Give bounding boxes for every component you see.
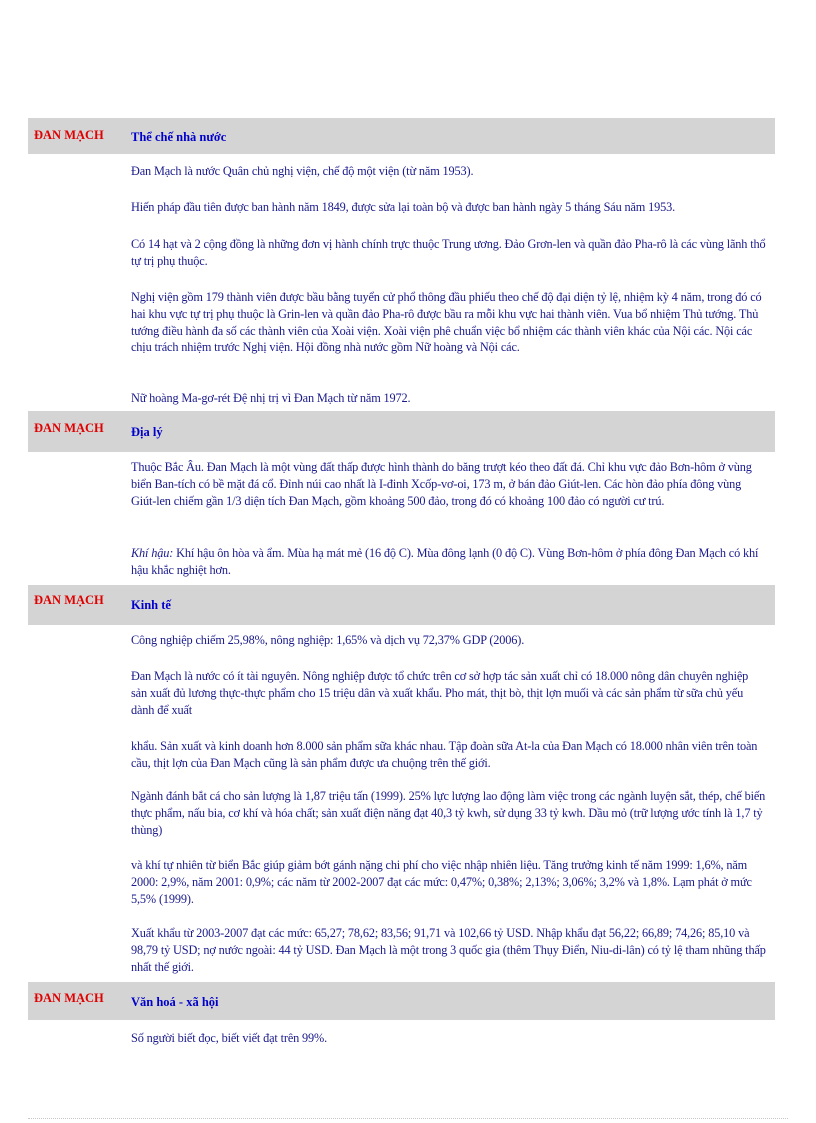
paragraph: Nghị viện gồm 179 thành viên được bầu bằng tuyển cử phổ thông đầu phiếu theo chế độ đại diện tỷ lệ, nhiệm kỳ 4 năm, trong đó có hai khu vực tự trị phụ thuộc là Grin-len và quần đảo Pha-rô được bầu ra mỗi khu vực hai thành viên. Vua bổ nhiệm Thủ tướng. Thủ tướng điều hành đa số các thành viên của Xoài viện. Xoài viện phê chuẩn việc bổ nhiệm các thành viên khác của Nội các. Nội các chịu trách nhiệm trước Nghị viện. Hội đồng nhà nước gồm Nữ hoàng và Nội các. xyxy=(131,290,762,355)
country-label: ĐAN MẠCH xyxy=(34,991,104,1005)
page-bottom-rule xyxy=(28,1118,788,1119)
paragraph: Đan Mạch là nước có ít tài nguyên. Nông nghiệp được tổ chức trên cơ sở hợp tác sản xuất chỉ có 18.000 nông dân chuyên nghiệp sản xuất đủ lương thực-thực phẩm cho 15 triệu dân và xuất khẩu. Pho mát, thịt bò, thịt lợn muối và các sản phẩm từ sữa chủ yếu dành để xuất xyxy=(131,669,749,717)
paragraph: Hiến pháp đầu tiên được ban hành năm 1849, được sửa lại toàn bộ và được ban hành ngày 5 tháng Sáu năm 1953. xyxy=(131,200,676,214)
country-label: ĐAN MẠCH xyxy=(34,421,104,435)
country-label: ĐAN MẠCH xyxy=(34,128,104,142)
section-heading-geography: Địa lý xyxy=(131,425,163,439)
section-heading-government: Thể chế nhà nước xyxy=(131,130,227,144)
paragraph: Số người biết đọc, biết viết đạt trên 99%. xyxy=(131,1031,328,1045)
section-heading-economy: Kinh tế xyxy=(131,598,171,612)
paragraph: Thuộc Bắc Âu. Đan Mạch là một vùng đất thấp được hình thành do băng trượt kéo theo đất đá. Chỉ khu vực đảo Bơn-hôm ở vùng biển Ban-tích có bề mặt đá cổ. Đỉnh núi cao nhất là I-đinh Xcốp-vơ-oi, 173 m, ở bán đảo Giút-len. Các hòn đảo phía đông vùng Giút-len chiếm gần 1/3 diện tích Đan Mạch, gồm khoảng 500 đảo, trong đó có khoảng 100 đảo có người cư trú. xyxy=(131,460,752,508)
country-label: ĐAN MẠCH xyxy=(34,593,104,607)
climate-label: Khí hậu: xyxy=(131,546,174,560)
paragraph: khẩu. Sản xuất và kinh doanh hơn 8.000 sản phẩm sữa khác nhau. Tập đoàn sữa At-la của Đan Mạch có 18.000 nhân viên trên toàn cầu, thịt lợn của Đan Mạch cũng là sản phẩm được ưa chuộng trên thế giới. xyxy=(131,739,758,770)
paragraph: Xuất khẩu từ 2003-2007 đạt các mức: 65,27; 78,62; 83,56; 91,71 và 102,66 tỷ USD. Nhập khẩu đạt 56,22; 66,89; 74,26; 85,10 và 98,79 tỷ USD; nợ nước ngoài: 44 tỷ USD. Đan Mạch là một trong 3 quốc gia (thêm Thụy Điển, Niu-di-lân) có tỷ lệ tham nhũng thấp nhất thế giới. xyxy=(131,926,766,974)
paragraph: và khí tự nhiên từ biển Bắc giúp giảm bớt gánh nặng chi phí cho việc nhập nhiên liệu. Tăng trưởng kinh tế năm 1999: 1,6%, năm 2000: 2,9%, năm 2001: 0,9%; các năm từ 2002-2007 đạt các mức: 0,47%; 0,38%; 2,13%; 3,06%; 3,2% và 1,8%. Lạm phát ở mức 5,5% (1999). xyxy=(131,858,752,906)
paragraph: Công nghiệp chiếm 25,98%, nông nghiệp: 1,65% và dịch vụ 72,37% GDP (2006). xyxy=(131,633,525,647)
paragraph: Đan Mạch là nước Quân chủ nghị viện, chế độ một viện (từ năm 1953). xyxy=(131,164,474,178)
paragraph: Có 14 hạt và 2 cộng đồng là những đơn vị hành chính trực thuộc Trung ương. Đảo Grơn-len và quần đảo Pha-rô là các vùng lãnh thổ tự trị phụ thuộc. xyxy=(131,237,766,268)
paragraph: Ngành đánh bắt cá cho sản lượng là 1,87 triệu tấn (1999). 25% lực lượng lao động làm việc trong các ngành luyện sắt, thép, chế biến thực phẩm, nấu bia, cơ khí và hóa chất; sản xuất điện năng đạt 40,3 tỷ kwh, sử dụng 33 tỷ kwh. Dầu mỏ (trữ lượng ước tính là 1,7 tỷ thùng) xyxy=(131,789,766,837)
paragraph: Nữ hoàng Ma-gơ-rét Đệ nhị trị vì Đan Mạch từ năm 1972. xyxy=(131,391,411,405)
climate-text: Khí hậu ôn hòa và ẩm. Mùa hạ mát mẻ (16 độ C). Mùa đông lạnh (0 độ C). Vùng Bơn-hôm ở phía đông Đan Mạch có khí hậu khắc nghiệt hơn. xyxy=(131,546,759,577)
climate-paragraph xyxy=(131,545,767,579)
section-heading-culture: Văn hoá - xã hội xyxy=(131,995,219,1009)
